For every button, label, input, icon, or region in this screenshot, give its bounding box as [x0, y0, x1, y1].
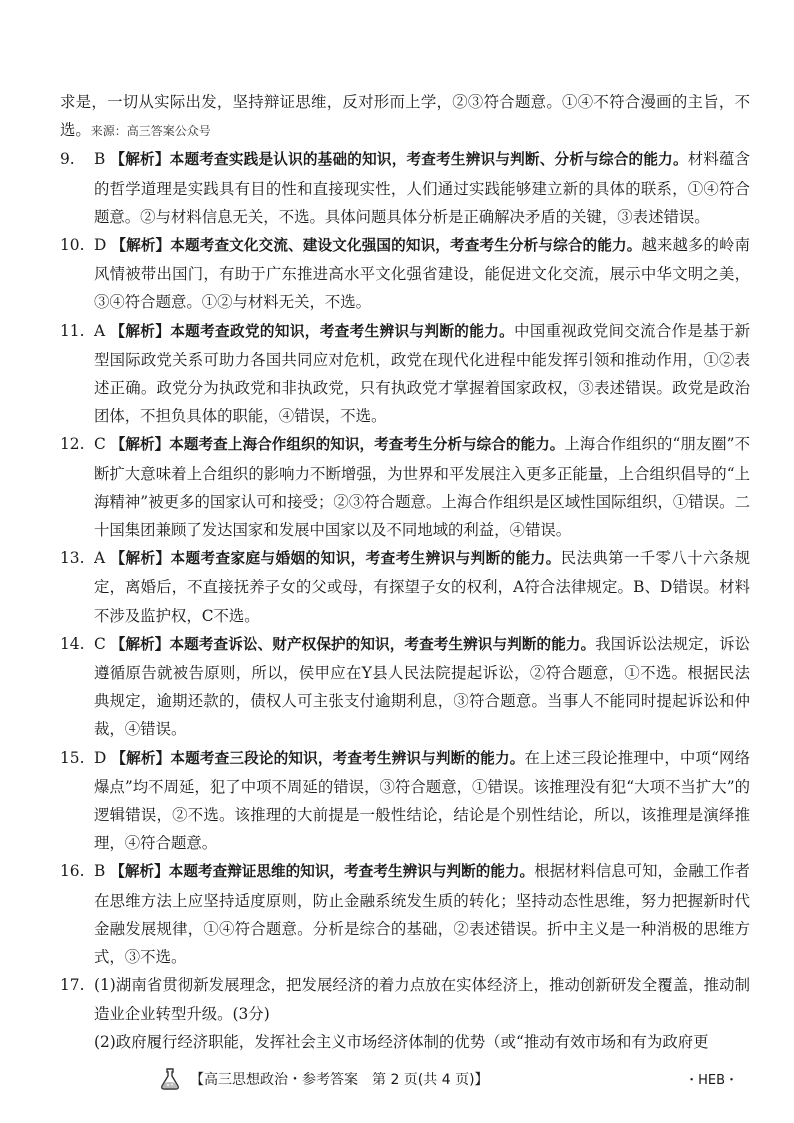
answer-letter: C: [94, 634, 106, 653]
item-body: [94, 971, 750, 1027]
analysis-text: 越来越多的岭南风情被带出国门，有助于广东推进高水平文化强省建设，能促进文化交流，展示中华文明之美，③④符合题意。①②与材料无关，不选。: [94, 236, 750, 312]
item-body: [94, 857, 750, 971]
item-body: [94, 544, 750, 630]
analysis-tag: 【解析】: [110, 863, 169, 881]
footer-code: ・HEB・: [685, 1073, 738, 1088]
answer-letter: A: [94, 321, 106, 340]
item-number: 12.: [60, 435, 85, 454]
item-body: [94, 145, 750, 231]
analysis-tag: 【解析】: [111, 749, 171, 767]
analysis-tag: 【解析】: [110, 151, 170, 169]
analysis-tag: 【解析】: [110, 635, 170, 653]
answer-letter: A: [94, 549, 106, 568]
analysis-text: 中国重视政党间交流合作是基于新型国际政党关系可助力各国共同应对危机，政党在现代化进程中能发挥引领和推动作用，①②表述正确。政党分为执政党和非执政党，只有执政党才掌握着国家政权，③表述错误。政党是政治团体，不担负具体的职能，④错误，不选。: [94, 321, 750, 426]
analysis-tag: 【解析】: [111, 237, 171, 255]
item-body: [94, 744, 750, 858]
analysis-lead: 本题考查政党的知识，考查考生辨识与判断的能力。: [170, 322, 515, 340]
item-body: [94, 231, 750, 317]
answer-letter: D: [94, 748, 107, 767]
analysis-tag: 【解析】: [110, 436, 170, 454]
answer-item-9: [60, 145, 750, 231]
analysis-lead: 本题考查文化交流、建设文化强国的知识，考查考生分析与综合的能力。: [170, 237, 642, 255]
answer-item-16: [60, 857, 750, 971]
item-body: [94, 317, 750, 431]
item-number: 15.: [60, 748, 85, 767]
analysis-text: 材料蕴含的哲学道理是实践具有目的性和直接现实性，人们通过实践能够建立新的具体的联系，①④符合题意。②与材料信息无关，不选。具体问题具体分析是正确解决矛盾的关键，③表述错误。: [94, 150, 750, 226]
item-number: 9.: [60, 150, 75, 169]
analysis-lead: 本题考查诉讼、财产权保护的知识，考查考生辨识与判断的能力。: [169, 635, 596, 653]
analysis-text: 民法典第一千零八十六条规定，离婚后，不直接抚养子女的父或母，有探望子女的权利，A符合法律规定。B、D错误。材料不涉及监护权，C不选。: [94, 549, 750, 625]
item-number: 13.: [60, 549, 85, 568]
source-label: 来源：高三答案公众号: [90, 124, 211, 139]
answer-letter: B: [94, 862, 106, 881]
analysis-lead: 本题考查实践是认识的基础的知识，考查考生辨识与判断、分析与综合的能力。: [169, 151, 688, 169]
item-number: 10.: [60, 236, 85, 255]
answer-item-15: [60, 744, 750, 858]
footer-page-info: 【高三思想政治・参考答案 第 2 页(共 4 页)】: [190, 1072, 489, 1088]
item-number: 17.: [60, 976, 85, 995]
flask-logo-icon: [156, 1066, 184, 1092]
answer-item-12: [60, 430, 750, 544]
item-body: [94, 630, 750, 744]
intro-text: 求是，一切从实际出发，坚持辩证思维，反对形而上学，②③符合题意。①④不符合漫画的主旨，不选。: [60, 93, 750, 140]
item-number: 11.: [60, 321, 85, 340]
analysis-lead: 本题考查家庭与婚姻的知识，考查考生辨识与判断的能力。: [170, 550, 561, 568]
item-number: 14.: [60, 634, 85, 653]
answer-text: (1)湖南省贯彻新发展理念，把发展经济的着力点放在实体经济上，推动创新研发全覆盖，推动制造业企业转型升级。(3分): [94, 976, 750, 1023]
answer-item-17: [60, 971, 750, 1027]
analysis-text: 我国诉讼法规定，诉讼遵循原告就被告原则，所以，侯甲应在Y县人民法院提起诉讼，②符合题意，①不选。根据民法典规定，逾期还款的，债权人可主张支付逾期利息，③符合题意。当事人不能同时提起诉讼和仲裁，④错误。: [94, 634, 750, 739]
answer-item-10: [60, 231, 750, 317]
answer-letter: B: [94, 150, 106, 169]
answer-item-13: [60, 544, 750, 630]
analysis-text: 在上述三段论推理中，中项“网络爆点”均不周延，犯了中项不周延的错误，③符合题意，①错误。该推理没有犯“大项不当扩大”的逻辑错误，②不选。该推理的大前提是一般性结论，结论是个别性结论，所以，该推理是演绎推理，④符合题意。: [94, 748, 750, 853]
intro-paragraph: [60, 88, 750, 145]
page-footer: [60, 1064, 750, 1094]
analysis-tag: 【解析】: [110, 550, 171, 568]
analysis-tag: 【解析】: [110, 322, 171, 340]
answer-letter: D: [94, 236, 107, 255]
analysis-text: 上海合作组织的“朋友圈”不断扩大意味着上合组织的影响力不断增强，为世界和平发展注入更多正能量，上合组织倡导的“上海精神”被更多的国家认可和接受；②③符合题意。上海合作组织是区域性国际组织，①错误。二十国集团兼顾了发达国家和发展中国家以及不同地域的利益，④错误。: [94, 435, 750, 540]
answer-item-14: [60, 630, 750, 744]
answer-item-11: [60, 317, 750, 431]
analysis-lead: 本题考查辩证思维的知识，考查考生辨识与判断的能力。: [168, 863, 535, 881]
answer-item-17-continued: [60, 1028, 750, 1056]
item-number: 16.: [60, 862, 85, 881]
item-body: [94, 430, 750, 544]
answer-letter: C: [94, 435, 106, 454]
analysis-lead: 本题考查三段论的知识，考查考生辨识与判断的能力。: [170, 749, 525, 767]
answer-content: [60, 88, 750, 1056]
continuation-text: (2)政府履行经济职能，发挥社会主义市场经济体制的优势（或“推动有效市场和有为政府更: [94, 1032, 709, 1051]
analysis-lead: 本题考查上海合作组织的知识，考查考生分析与综合的能力。: [169, 436, 565, 454]
analysis-text: 根据材料信息可知，金融工作者在思维方法上应坚持适度原则，防止金融系统发生质的转化；坚持动态性思维，努力把握新时代金融发展规律，①④符合题意。分析是综合的基础，②表述错误。折中主义是一种消极的思维方式，③不选。: [94, 862, 750, 967]
